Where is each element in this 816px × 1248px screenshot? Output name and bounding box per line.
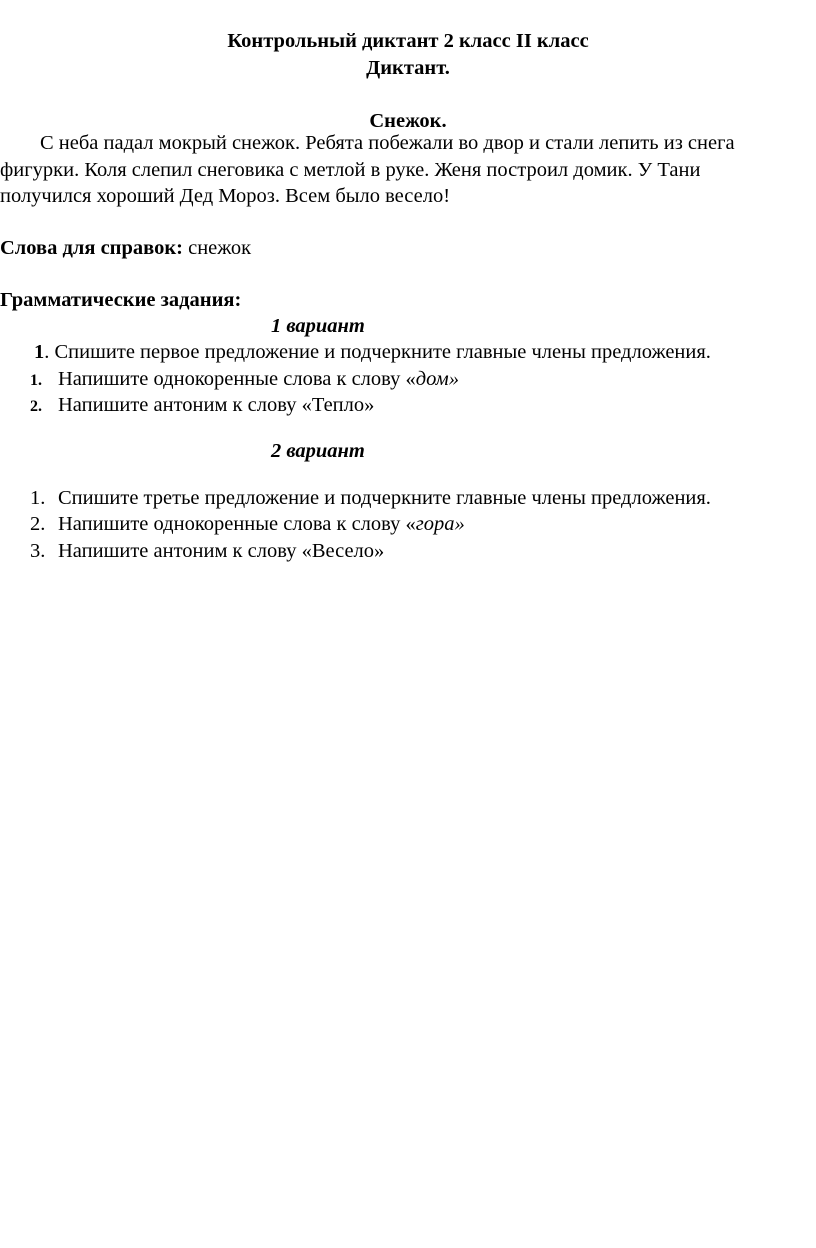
variant-1-task-3-text: Напишите антоним к слову «Тепло» <box>58 394 375 416</box>
open-quote: « <box>405 513 416 535</box>
task-word: дом» <box>415 368 459 390</box>
variant-2-task-3-text: Напишите антоним к слову «Весело» <box>58 540 385 562</box>
reference-words-value: снежок <box>188 237 252 259</box>
variant-1-title: 1 вариант <box>271 315 365 337</box>
task-number: 1. <box>30 372 42 389</box>
variant-2-task-3-number: 3. <box>30 540 46 562</box>
dictation-title: Снежок. <box>369 110 447 132</box>
dictation-line-1: С неба падал мокрый снежок. Ребята побежали во двор и стали лепить из снега <box>40 132 735 154</box>
dictation-line-3: получился хороший Дед Мороз. Всем было весело! <box>0 185 451 207</box>
grammar-heading: Грамматические задания: <box>0 289 242 311</box>
variant-1-task-2-text <box>58 366 459 392</box>
task-text: Напишите однокоренные слова к слову <box>58 513 406 535</box>
task-text: Напишите однокоренные слова к слову <box>58 368 406 390</box>
variant-2-task-2-text <box>58 511 465 537</box>
document-subtitle: Диктант. <box>366 57 450 79</box>
task-number: 1 <box>34 341 45 363</box>
dictation-line-2: фигурки. Коля слепил снеговика с метлой в руке. Женя построил домик. У Тани <box>0 159 701 181</box>
variant-2-task-2-number: 2. <box>30 513 46 535</box>
document-title: Контрольный диктант 2 класс II класс <box>227 30 589 52</box>
variant-2-task-1-number: 1. <box>30 487 46 509</box>
variant-1-task-3 <box>30 392 42 420</box>
reference-words <box>0 235 251 261</box>
task-number: 2. <box>30 398 42 415</box>
variant-1-task-1 <box>34 339 711 365</box>
task-word: гора» <box>415 513 465 535</box>
variant-2-task-1-text: Спишите третье предложение и подчеркните главные члены предложения. <box>58 487 711 509</box>
open-quote: « <box>405 368 416 390</box>
reference-words-label: Слова для справок: <box>0 237 183 259</box>
variant-1-task-2 <box>30 366 42 394</box>
task-text: . Спишите первое предложение и подчеркните главные члены предложения. <box>44 341 711 363</box>
variant-2-title: 2 вариант <box>271 440 365 462</box>
